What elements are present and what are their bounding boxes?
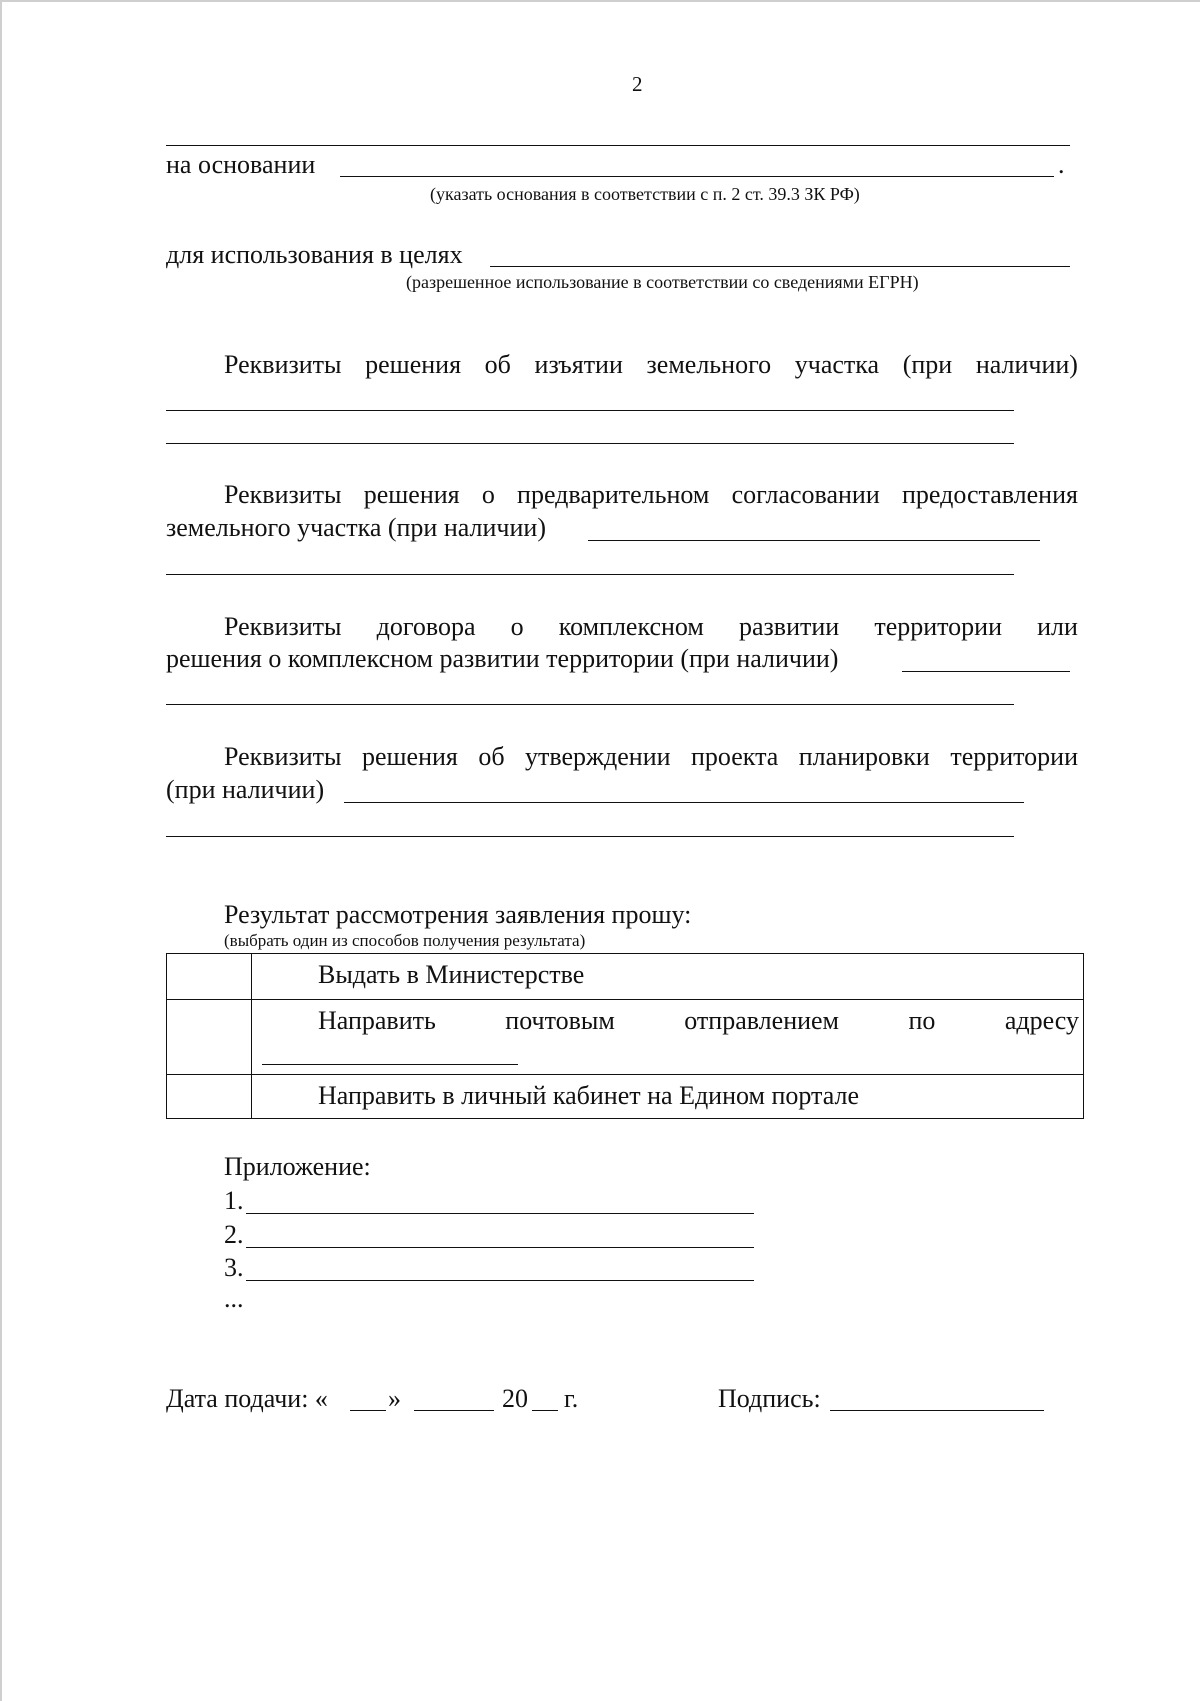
planning-line2: (при наличии)	[166, 775, 325, 804]
attachment-number-2: 2.	[224, 1220, 244, 1249]
date-year-prefix: 20	[502, 1384, 528, 1413]
post-address-field[interactable]	[262, 1064, 518, 1065]
planning-field-1[interactable]	[344, 802, 1024, 803]
option-checkbox-post[interactable]	[167, 1000, 252, 1075]
page-edge-left	[0, 0, 2, 1701]
signature-field[interactable]	[830, 1410, 1044, 1411]
attachment-field-1[interactable]	[246, 1213, 754, 1214]
complex-line2: решения о комплексном развитии территории (при наличии)	[166, 644, 839, 673]
result-options-table	[166, 953, 1084, 1119]
result-title: Результат рассмотрения заявления прошу:	[224, 900, 692, 929]
preliminary-line2: земельного участка (при наличии)	[166, 513, 546, 542]
planning-field-2[interactable]	[166, 836, 1014, 837]
complex-heading: Реквизиты договора о комплексном развитии территории или	[224, 612, 1078, 641]
attachment-ellipsis: ...	[224, 1284, 244, 1313]
complex-field-1[interactable]	[902, 671, 1070, 672]
attachment-field-3[interactable]	[246, 1280, 754, 1281]
option-checkbox-portal[interactable]	[167, 1075, 252, 1119]
planning-heading: Реквизиты решения об утверждении проекта планировки территории	[224, 742, 1078, 771]
preliminary-heading: Реквизиты решения о предварительном согласовании предоставления	[224, 480, 1078, 509]
purpose-field[interactable]	[490, 266, 1070, 267]
page-number: 2	[632, 72, 643, 96]
complex-field-2[interactable]	[166, 704, 1014, 705]
option-checkbox-ministry[interactable]	[167, 954, 252, 1000]
option-label-ministry: Выдать в Министерстве	[318, 960, 585, 989]
preliminary-field-1[interactable]	[588, 540, 1040, 541]
basis-hint: (указать основания в соответствии с п. 2 ст. 39.3 ЗК РФ)	[430, 184, 860, 204]
attachments-title: Приложение:	[224, 1152, 371, 1181]
option-row-portal	[167, 1075, 1084, 1119]
attachment-number-1: 1.	[224, 1186, 244, 1215]
attachment-number-3: 3.	[224, 1253, 244, 1282]
attachment-field-2[interactable]	[246, 1247, 754, 1248]
date-year-field[interactable]	[532, 1410, 558, 1411]
purpose-label: для использования в целях	[166, 240, 463, 269]
result-hint: (выбрать один из способов получения результата)	[224, 931, 586, 950]
withdrawal-field-1[interactable]	[166, 410, 1014, 411]
withdrawal-field-2[interactable]	[166, 443, 1014, 444]
purpose-hint: (разрешенное использование в соответствии со сведениями ЕГРН)	[406, 272, 919, 292]
date-month-field[interactable]	[414, 1410, 494, 1411]
signature-label: Подпись:	[718, 1384, 821, 1413]
withdrawal-heading: Реквизиты решения об изъятии земельного участка (при наличии)	[224, 350, 1078, 379]
basis-end-mark: .	[1058, 150, 1065, 179]
continuation-line[interactable]	[166, 145, 1070, 146]
date-year-suffix: г.	[564, 1384, 579, 1413]
option-row-post	[167, 1000, 1084, 1075]
option-label-post: Направить почтовым отправлением по адресу	[318, 1006, 1079, 1035]
date-label: Дата подачи: «	[166, 1384, 328, 1413]
option-label-portal: Направить в личный кабинет на Едином портале	[318, 1081, 859, 1110]
page-edge-top	[0, 0, 1200, 2]
date-day-field[interactable]	[350, 1410, 386, 1411]
date-close-quote: »	[388, 1384, 401, 1413]
preliminary-field-2[interactable]	[166, 574, 1014, 575]
option-row-ministry	[167, 954, 1084, 1000]
basis-label: на основании	[166, 150, 316, 179]
basis-field[interactable]	[340, 176, 1054, 177]
